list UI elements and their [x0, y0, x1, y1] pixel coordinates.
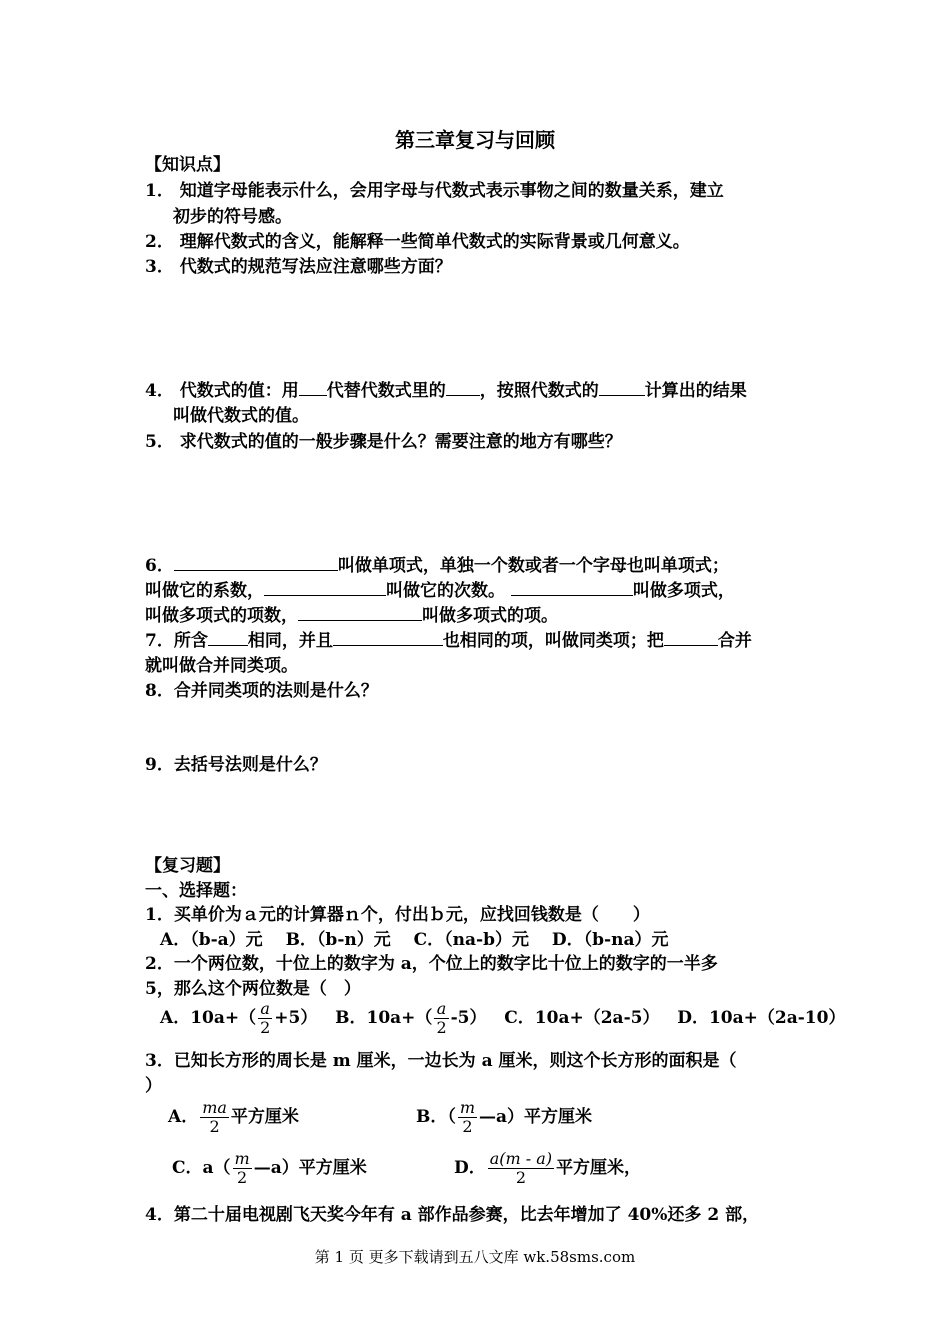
knowledge-item-7-cont: 就叫做合并同类项。 [145, 656, 298, 676]
question-3-option-b: B．（ $\frac{m}{2}$ —a）平方厘米 [416, 1098, 593, 1136]
fraction: $\frac{a(m - a)}{2}$ [489, 1149, 553, 1187]
blank[interactable] [174, 555, 338, 571]
blank[interactable] [208, 630, 248, 646]
knowledge-item-6-line3: 叫做多项式的项数， 叫做多项式的项。 [145, 606, 558, 626]
question-4: 4．第二十届电视剧飞天奖今年有 a 部作品参赛，比去年增加了 40%还多 2 部， [145, 1205, 760, 1225]
fraction: $\frac{a}{2}$ [436, 999, 447, 1037]
page-title: 第三章复习与回顾 [395, 128, 555, 152]
knowledge-item-5: 5． 求代数式的值的一般步骤是什么？需要注意的地方有哪些？ [145, 432, 622, 452]
fraction: $\frac{m}{2}$ [234, 1149, 250, 1187]
knowledge-item-1: 1． 知道字母能表示什么，会用字母与代数式表示事物之间的数量关系，建立 [145, 181, 724, 201]
question-2-options: A．10a+（ $\frac{a}{2}$ +5） B．10a+（ $\frac{a}{2}$ -5） C．10a+（2a-5） D．10a+（2a-10） [160, 999, 846, 1037]
knowledge-item-6: 6． 叫做单项式，单独一个数或者一个字母也叫单项式； [145, 556, 729, 576]
blank[interactable] [299, 380, 327, 396]
review-heading: 【复习题】 [145, 856, 230, 876]
blank[interactable] [298, 605, 422, 621]
knowledge-item-8: 8．合并同类项的法则是什么？ [145, 681, 378, 701]
knowledge-item-3: 3． 代数式的规范写法应注意哪些方面？ [145, 257, 452, 277]
knowledge-heading: 【知识点】 [145, 155, 230, 175]
blank[interactable] [264, 580, 386, 596]
question-2-cont: 5，那么这个两位数是（ ） [145, 979, 361, 999]
blank[interactable] [664, 630, 718, 646]
blank[interactable] [333, 630, 443, 646]
question-3-option-c: C．a（ $\frac{m}{2}$ —a）平方厘米 [172, 1149, 367, 1187]
fraction: $\frac{m}{2}$ [459, 1098, 476, 1136]
knowledge-item-4: 4． 代数式的值：用 代替代数式里的 ，按照代数式的 计算出的结果 [145, 381, 747, 401]
blank[interactable] [446, 380, 480, 396]
blank[interactable] [599, 380, 645, 396]
question-3-option-a: A． $\frac{ma}{2}$ 平方厘米 [168, 1098, 299, 1136]
knowledge-item-1-cont: 初步的符号感。 [173, 207, 292, 227]
question-1-options: A．（b-a）元 B．（b-n）元 C．（na-b）元 D．（b-na）元 [160, 930, 669, 950]
fraction: $\frac{a}{2}$ [260, 999, 271, 1037]
knowledge-item-9: 9．去括号法则是什么？ [145, 755, 327, 775]
knowledge-item-7: 7．所含 相同，并且 也相同的项，叫做同类项；把 合并 [145, 631, 752, 651]
knowledge-item-2: 2． 理解代数式的含义，能解释一些简单代数式的实际背景或几何意义。 [145, 232, 690, 252]
fraction: $\frac{ma}{2}$ [202, 1098, 227, 1136]
question-3-option-d: D． $\frac{a(m - a)}{2}$ 平方厘米， [454, 1149, 642, 1187]
question-1: 1．买单价为ａ元的计算器ｎ个，付出ｂ元，应找回钱数是（ ） [145, 905, 650, 925]
review-section-choice: 一、选择题： [145, 881, 247, 901]
knowledge-item-6-line2: 叫做它的系数， 叫做它的次数。 叫做多项式， [145, 581, 735, 601]
question-3-cont: ） [145, 1076, 162, 1096]
blank[interactable] [511, 580, 633, 596]
knowledge-item-4-cont: 叫做代数式的值。 [173, 406, 309, 426]
question-2: 2．一个两位数，十位上的数字为 a，个位上的数字比十位上的数字的一半多 [145, 954, 718, 974]
page-footer: 第 1 页 更多下载请到五八文库 wk.58sms.com [314, 1248, 636, 1266]
question-3: 3．已知长方形的周长是 m 厘米，一边长为 a 厘米，则这个长方形的面积是（ [145, 1051, 737, 1071]
